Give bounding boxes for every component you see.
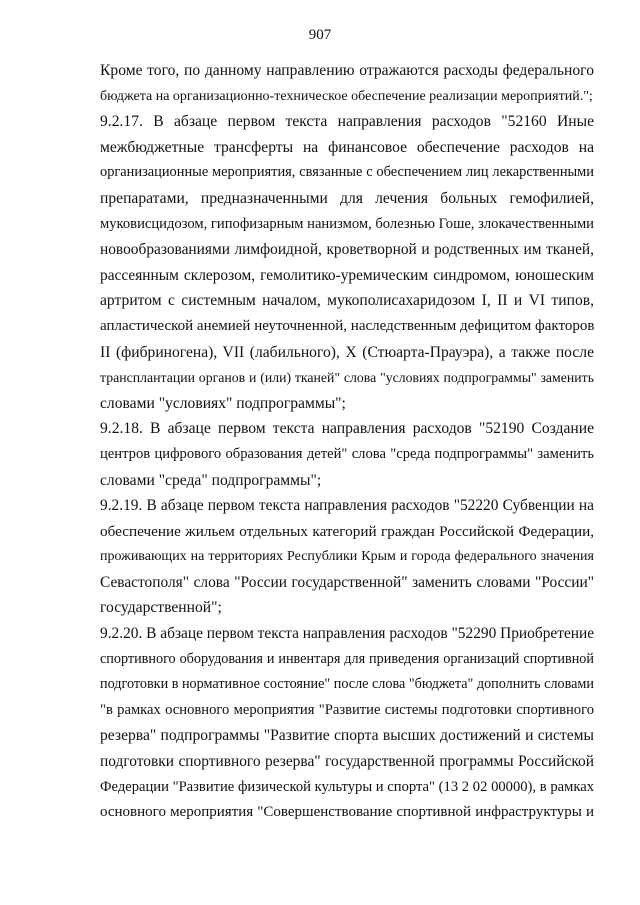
text-line: словами "среда" подпрограммы"; bbox=[100, 471, 322, 489]
text-line: рассеянным склерозом, гемолитико-уремическим синдромом, юношеским bbox=[100, 266, 594, 284]
text-line: новообразованиями лимфоидной, кроветворной и родственных им тканей, bbox=[100, 241, 594, 259]
text-line: словами "условиях" подпрограммы"; bbox=[100, 394, 346, 412]
text-line: препаратами, предназначенными для лечения больных гемофилией, bbox=[100, 189, 594, 207]
text-line: Севастополя" слова "России государственной" заменить словами "России" bbox=[100, 573, 594, 591]
text-line: организационные мероприятия, связанные с обеспечением лиц лекарственными bbox=[100, 164, 594, 181]
text-line: подготовки спортивного резерва" государственной программы Российской bbox=[100, 753, 594, 771]
text-line: государственной"; bbox=[100, 599, 222, 617]
page-number: 907 bbox=[308, 27, 332, 43]
text-line: II (фибриногена), VII (лабильного), X (Стюарта-Прауэра), а также после bbox=[100, 343, 594, 361]
text-line: 9.2.19. В абзаце первом текста направления расходов "52220 Субвенции на bbox=[100, 497, 594, 515]
text-line: Федерации "Развитие физической культуры и спорта" (13 2 02 00000), в рамках bbox=[100, 778, 594, 795]
paragraph-9-2-20 bbox=[64, 621, 594, 826]
paragraph-1 bbox=[64, 58, 594, 109]
text-line: трансплантации органов и (или) тканей" слова "условиях подпрограммы" заменить bbox=[100, 370, 594, 386]
text-line: резерва" подпрограммы "Развитие спорта высших достижений и системы bbox=[100, 727, 594, 745]
paragraph-9-2-18 bbox=[64, 416, 594, 493]
text-line: спортивного оборудования и инвентаря для приведения организаций спортивной bbox=[100, 650, 594, 667]
text-line: апластической анемией неуточненной, наследственным дефицитом факторов bbox=[100, 317, 595, 334]
paragraph-9-2-19 bbox=[64, 493, 594, 621]
text-line: Кроме того, по данному направлению отражаются расходы федерального bbox=[100, 62, 594, 79]
text-line: 9.2.18. В абзаце первом текста направления расходов "52190 Создание bbox=[100, 420, 594, 438]
text-line: обеспечение жильем отдельных категорий граждан Российской Федерации, bbox=[100, 522, 594, 540]
paragraph-9-2-17 bbox=[64, 109, 594, 416]
text-line: 9.2.17. В абзаце первом текста направления расходов "52160 Иные bbox=[100, 113, 594, 131]
text-line: межбюджетные трансферты на финансовое обеспечение расходов на bbox=[100, 138, 594, 156]
text-line: центров цифрового образования детей" слова "среда подпрограммы" заменить bbox=[100, 445, 594, 462]
text-line: муковисцидозом, гипофизарным нанизмом, болезнью Гоше, злокачественными bbox=[100, 215, 594, 232]
text-line: бюджета на организационно-техническое обеспечение реализации мероприятий."; bbox=[100, 88, 593, 104]
text-line: артритом с системным началом, мукополисахаридозом I, II и VI типов, bbox=[100, 292, 594, 310]
text-line: "в рамках основного мероприятия "Развитие системы подготовки спортивного bbox=[100, 701, 594, 718]
text-line: 9.2.20. В абзаце первом текста направления расходов "52290 Приобретение bbox=[100, 625, 595, 643]
text-line: проживающих на территориях Республики Крым и города федерального значения bbox=[100, 549, 594, 565]
text-line: подготовки в нормативное состояние" после слова "бюджета" дополнить словами bbox=[100, 676, 595, 693]
text-line: основного мероприятия "Совершенствование спортивной инфраструктуры и bbox=[100, 804, 594, 821]
document-body bbox=[64, 58, 594, 826]
